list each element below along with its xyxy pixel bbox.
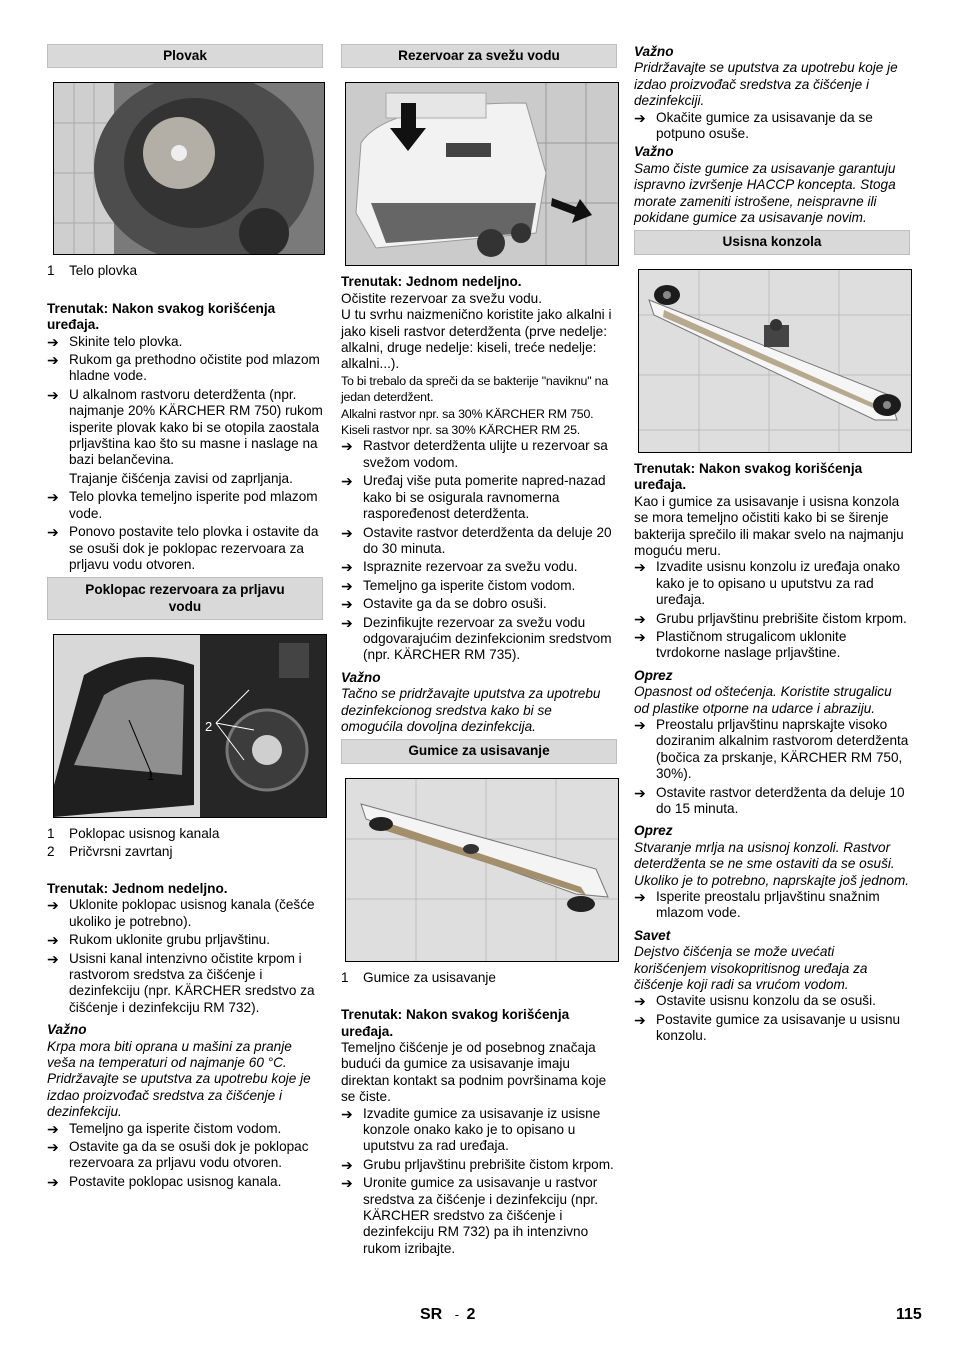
list-item: ➔ Uklonite poklopac usisnog kanala (češće ukoliko je potrebno). xyxy=(47,897,315,929)
tip-heading: Savet xyxy=(634,927,671,943)
important-text: Krpa mora biti oprana u mašini za pranje veša na temperaturi od najmanje 60 °C. Pridržavajte se uputstva za upotrebu koje je izdao proizvođač sredstva za čišćenje i dezinfekciju. xyxy=(47,1038,311,1120)
list-item: ➔ Temeljno ga isperite čistom vodom. xyxy=(341,577,576,594)
list-item: ➔ Ostavite ga da se osuši dok je poklopac rezervoara za prljavu vodu otvoren. xyxy=(47,1139,309,1171)
list-item: ➔ Uređaj više puta pomerite napred-nazad kako bi se osigurala ravnomerna raspoređenost deterdženta. xyxy=(341,473,606,522)
list-item: ➔ Preostalu prljavštinu naprskajte visoko doziranim alkalnim rastvorom deterdženta (bočica za prskanje, KÄRCHER RM 750, 30%). xyxy=(634,716,909,782)
list-item: ➔ Izvadite gumice za usisavanje iz usisne konzole onako kako je to opisano u uputstvu za rad uređaja. xyxy=(341,1105,601,1154)
list-item: ➔ Telo plovka temeljno isperite pod mlazom vode. xyxy=(47,489,318,521)
important-heading: Važno xyxy=(47,1022,87,1038)
lips-photo xyxy=(345,778,619,962)
caution-heading: Oprez xyxy=(634,667,673,683)
important-text: Tačno se pridržavajte uputstva za upotrebu dezinfekcionog sredstva kako bi se omogućila dovoljna dezinfekcija. xyxy=(341,686,601,734)
list-item: ➔ Okačite gumice za usisavanje da se potpuno osuše. xyxy=(634,109,873,142)
list-item: ➔ Dezinfikujte rezervoar za svežu vodu odgovarajućim dezinfekcionim sredstvom (npr. KÄRCHER RM 735). xyxy=(341,614,612,663)
cover-photo-label-1: 1 xyxy=(147,768,155,784)
cover-time: Trenutak: Jednom nedeljno. xyxy=(47,880,228,896)
float-note: Trajanje čišćenja zavisi od zaprljanja. xyxy=(69,470,293,486)
column-2: Rezervoar za svežu vodu Trenutak: Jednom nedeljno. Očistite rezervoar za svežu vodu. U tu svrhu naizmenično koristite jako alkalni i jako kiseli rastvor deterdženta (prve nedelje: alkalni, druge nedelje: kiseli, treće nedelje: alkalni...). To bi trebalo da spreči da se bakterije "naviknu" na jedan deterdžent. Alkalni rastvor npr. sa 30% KÄRCHER RM 750. Kiseli rastvor npr. sa 30% KÄRCHER RM 25. ➔ Rastvor deterdženta ulijte u rezervoar sa svežom vodom. ➔ Uređaj više puta pomerite napred-nazad kako bi se osigurala ravnomerna raspoređenost deterdženta. ➔ Ostavite rastvor deterdženta da deluje 20 do 30 minuta. ➔ Ispraznite rezervoar za svežu vodu. ➔ Temeljno ga isperite čistom vodom. ➔ Ostavite ga da se dobro osuši. ➔ Dezinfikujte rezervoar za svežu vodu odgovarajućim dezinfekcionim sredstvom (npr. KÄRCHER RM 735). Važno Tačno se pridržavajte uputstva za upotrebu dezinfekcionog sredstva kako bi se omogućila dovoljna dezinfekcija. Gumice za usisavanje 1 Gumice za usisavanje Trenutak: Nakon svakog korišćenja uređaja. Temeljno čišćenje je od posebnog značaja budući da gumice za usisavanje imaju direktan kontakt sa podnim površinama koje se čiste. ➔ Izvadite gumice za usisavanje iz usisne konzole onako kako je to opisano u uputstvu za rad uređaja. ➔ Grubu prljavštinu prebrišite čistom krpom. ➔ Uronite gumice za usisavanje u rastvor sredstva za čišćenje i dezinfekciju (npr. KÄRCHER sredstvo za čišćenje i dezinfekciju RM 732) pa ih intenzivno rukom izribajte. xyxy=(341,44,617,1259)
list-item: ➔ Rastvor deterdženta ulijte u rezervoar sa svežom vodom. xyxy=(341,438,608,470)
important-heading: Važno xyxy=(341,669,381,685)
column-3: Važno Pridržavajte se uputstva za upotrebu koje je izdao proizvođač sredstva za čišćenje i dezinfekciji. ➔ Okačite gumice za usisavanje da se potpuno osuše. Važno Samo čiste gumice za usisavanje garantuju ispravno izvršenje HACCP koncepta. Stoga morate zameniti istrošene, neispravne ili pokidane gumice za usisavanje novim. Usisna konzola Trenutak: Nakon svakog korišćenja uređaja. Kao i gumice za usisavanje i usisna konzola se mora temeljno očistiti kako bi se širenje bakterija sprečilo ili makar svelo na najmanju moguću meru. ➔ Izvadite usisnu konzolu iz uređaja onako kako je to opisano u uputstvu za rad uređaja. ➔ Grubu prljavštinu prebrišite čistom krpom. ➔ Plastičnom strugalicom uklonite tvrdokorne naslage prljavštine. Oprez Opasnost od oštećenja. Koristite strugalicu od plastike otporne na udarce i abraziju. ➔ Preostalu prljavštinu naprskajte visoko doziranim alkalnim rastvorom deterdženta (bočica za prskanje, KÄRCHER RM 750, 30%). ➔ Ostavite rastvor deterdženta da deluje 10 do 15 minuta. Oprez Stvaranje mrlja na usisnoj konzoli. Rastvor deterdženta se ne sme ostaviti da se osuši. Ukoliko je to potrebno, naprskajte još jednom. ➔ Isperite preostalu prljavštinu snažnim mlazom vode. Savet Dejstvo čišćenja se može uvećati korišćenjem visokopritisnog uređaja za čišćenje koji radi sa vrućom vodom. ➔ Ostavite usisnu konzolu da se osuši. ➔ Postavite gumice za usisavanje u usisnu konzolu. xyxy=(634,44,910,1047)
cover-caption: 1 Poklopac usisnog kanala xyxy=(47,826,220,842)
list-item: ➔ Ponovo postavite telo plovka i ostavite da se osuši dok je poklopac rezervoara za prljavu vodu otvoren. xyxy=(47,524,319,572)
page-number: 115 xyxy=(896,1306,922,1323)
float-caption: 1 Telo plovka xyxy=(47,263,138,279)
list-item: ➔ Postavite poklopac usisnog kanala. xyxy=(47,1173,282,1190)
list-item: ➔ Temeljno ga isperite čistom vodom. xyxy=(47,1120,282,1137)
important-heading: Važno xyxy=(634,44,674,59)
caution-heading: Oprez xyxy=(634,823,673,839)
list-item: ➔ Ostavite rastvor deterdženta da deluje 10 do 15 minuta. xyxy=(634,784,905,816)
section-header-squeegee-lips: Gumice za usisavanje xyxy=(341,739,617,763)
list-item: ➔ Rukom uklonite grubu prljavštinu. xyxy=(47,932,270,949)
caution-text: Opasnost od oštećenja. Koristite strugalicu od plastike otporne na udarce i abraziju. xyxy=(634,684,892,716)
cover-photo xyxy=(53,634,327,818)
section-header-suction-console: Usisna konzola xyxy=(634,230,910,254)
tank-photo xyxy=(345,82,619,266)
list-item: ➔ Ostavite rastvor deterdženta da deluje 20 do 30 minuta. xyxy=(341,524,612,556)
list-item: ➔ Rukom ga prethodno očistite pod mlazom hladne vode. xyxy=(47,352,320,384)
lips-time: Trenutak: Nakon svakog korišćenja uređaja. xyxy=(341,1007,570,1039)
tank-time: Trenutak: Jednom nedeljno. xyxy=(341,274,522,290)
float-time: Trenutak: Nakon svakog korišćenja uređaja. xyxy=(47,300,276,333)
console-time: Trenutak: Nakon svakog korišćenja uređaja. xyxy=(634,460,863,493)
important-text: Samo čiste gumice za usisavanje garantuju ispravno izvršenje HACCP koncepta. Stoga morate zameniti istrošene, neispravne ili pokidane gumice za usisavanje novim. xyxy=(634,160,896,226)
important-heading: Važno xyxy=(634,144,674,160)
list-item: ➔ Ostavite ga da se dobro osuši. xyxy=(341,596,547,613)
list-item: ➔ Skinite telo plovka. xyxy=(47,333,183,350)
float-photo xyxy=(53,82,325,255)
list-item: ➔ Grubu prljavštinu prebrišite čistom krpom. xyxy=(634,610,907,627)
list-item: ➔ Usisni kanal intenzivno očistite krpom i rastvorom sredstva za čišćenje i dezinfekciju (npr. KÄRCHER sredstvo za čišćenje i dezinfekciju RM 732). xyxy=(47,950,315,1015)
list-item: ➔ Plastičnom strugalicom uklonite tvrdokorne naslage prljavštine. xyxy=(634,628,847,661)
list-item: ➔ Isperite preostalu prljavštinu snažnim mlazom vode. xyxy=(634,889,880,921)
list-item: ➔ U alkalnom rastvoru deterdženta (npr. najmanje 20% KÄRCHER RM 750) rukom isperite plovak kako bi se otopila zaostala prljavština kao što su masne i naslage na bazi belančevina. xyxy=(47,386,323,468)
list-item: ➔ Postavite gumice za usisavanje u usisnu konzolu. xyxy=(634,1011,901,1044)
section-header-cover: Poklopac rezervoara za prljavu vodu xyxy=(47,577,323,620)
footer-language: SR - 2 xyxy=(420,1306,476,1323)
cover-caption: 2 Pričvrsni zavrtanj xyxy=(47,843,173,859)
list-item: ➔ Izvadite usisnu konzolu iz uređaja onako kako je to opisano u uputstvu za rad uređaja. xyxy=(634,559,901,608)
section-header-fresh-tank: Rezervoar za svežu vodu xyxy=(341,44,617,68)
list-item: ➔ Grubu prljavštinu prebrišite čistom krpom. xyxy=(341,1156,614,1173)
important-text: Pridržavajte se uputstva za upotrebu koje je izdao proizvođač sredstva za čišćenje i dezinfekciji. xyxy=(634,60,898,109)
tip-text: Dejstvo čišćenja se može uvećati korišćenjem visokopritisnog uređaja za čišćenje koji radi sa vrućom vodom. xyxy=(634,944,868,993)
column-1 xyxy=(47,44,323,1192)
list-item: ➔ Uronite gumice za usisavanje u rastvor sredstva za čišćenje i dezinfekciju (npr. KÄRCHER sredstvo za čišćenje i dezinfekciju RM 732) pa ih intenzivno rukom izribajte. xyxy=(341,1175,598,1256)
list-item: ➔ Ispraznite rezervoar za svežu vodu. xyxy=(341,559,578,576)
caution-text: Stvaranje mrlja na usisnoj konzoli. Rastvor deterdženta se ne sme ostaviti da se osuši. Ukoliko je to potrebno, naprskajte još jednom. xyxy=(634,839,910,888)
cover-photo-label-2: 2 xyxy=(205,719,213,735)
lips-caption: 1 Gumice za usisavanje xyxy=(341,969,496,985)
list-item: ➔ Ostavite usisnu konzolu da se osuši. xyxy=(634,993,876,1010)
section-header-float: Plovak xyxy=(47,44,323,68)
console-photo xyxy=(638,269,912,453)
